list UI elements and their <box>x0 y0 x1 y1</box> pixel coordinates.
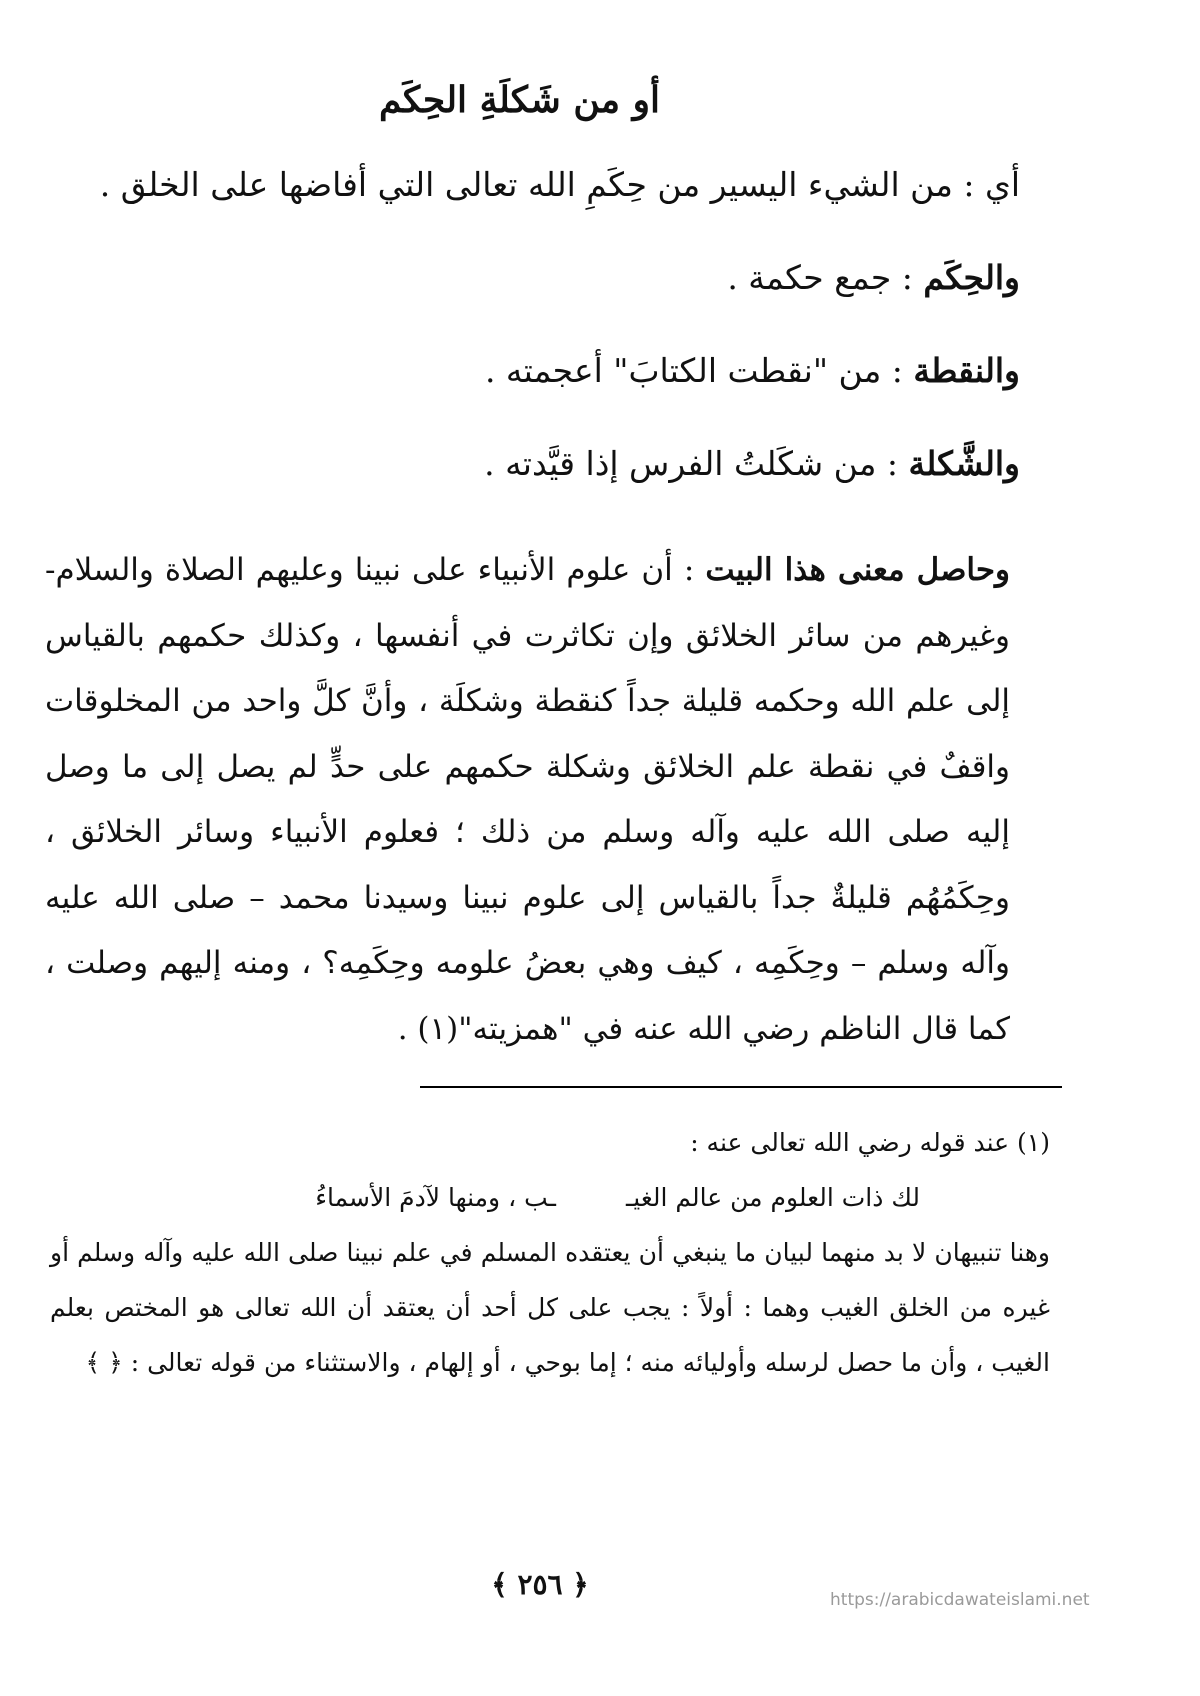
watermark-url: https://arabicdawateislami.net <box>830 1590 1090 1610</box>
definition-line <box>120 439 1020 489</box>
definition-line <box>120 253 1020 303</box>
verse-second-hemistich: ـب ، ومنها لآدمَ الأسماءُ <box>315 1183 556 1212</box>
definition-text: : من "نقطت الكتابَ" أعجمته . <box>484 351 903 390</box>
definition-term: والشَّكلة <box>908 444 1020 483</box>
definition-text: : من شكَلتُ الفرس إذا قيَّدته . <box>484 444 899 483</box>
body-paragraph <box>45 538 1010 1062</box>
footnote-text: وهنا تنبيهان لا بد منهما لبيان ما ينبغي أن يعتقده المسلم في علم نبينا صلى الله عليه وآله وسلم أو غيره من الخلق الغيب وهما : أولاً : يجب على كل أحد أن يعتقد أن الله تعالى هو المختص بعلم الغيب ، وأن ما حصل لرسله وأوليائه منه ؛ إما بوحي ، أو إلهام ، والاستثناء من قوله تعالى : ﴿ ﴾ <box>50 1238 1050 1377</box>
footnotes <box>50 1115 1050 1390</box>
definition-term: والحِكَم <box>923 258 1020 297</box>
footnote-intro: (١) عند قوله رضي الله تعالى عنه : <box>690 1128 1050 1157</box>
definitions <box>99 160 1020 532</box>
body-text: : أن علوم الأنبياء على نبينا وعليهم الصلاة والسلام- وغيرهم من سائر الخلائق وإن تكاثرت في أنفسها ، وكذلك حكمهم بالقياس إلى علم الله وحكمه قليلة جداً كنقطة وشكلَة ، وأنَّ كلَّ واحد من المخلوقات واقفٌ في نقطة علم الخلائق وشكلة حكمهم على حدٍّ لم يصل إلى ما وصل إليه صلى الله عليه وآله وسلم من ذلك ؛ فعلوم الأنبياء وسائر الخلائق ، وحِكَمُهُم قليلةٌ جداً بالقياس إلى علوم نبينا وسيدنا محمد – صلى الله عليه وآله وسلم – وحِكَمِه ، كيف وهي بعضُ علومه وحِكَمِه؟ ، ومنه إليهم وصلت ، كما قال الناظم رضي الله عنه في "همزيته"(١) . <box>45 552 1010 1047</box>
page-number: ﴿ ٢٥٦ ﴾ <box>491 1568 589 1601</box>
definition-text: أي : من الشيء اليسير من حِكَمِ الله تعالى التي أفاضها على الخلق . <box>99 165 1020 204</box>
definition-text: : جمع حكمة . <box>727 258 913 297</box>
footnote-separator <box>420 1086 1062 1088</box>
body-lead: وحاصل معنى هذا البيت <box>705 552 1010 588</box>
definition-line <box>99 160 1020 210</box>
section-heading: أو من شَكلَةِ الحِكَم <box>379 79 660 121</box>
footnote-verse <box>50 1170 1050 1225</box>
definition-line <box>120 346 1020 396</box>
verse-first-hemistich: لك ذات العلوم من عالم الغيـ <box>625 1183 920 1212</box>
definition-term: والنقطة <box>913 351 1020 390</box>
